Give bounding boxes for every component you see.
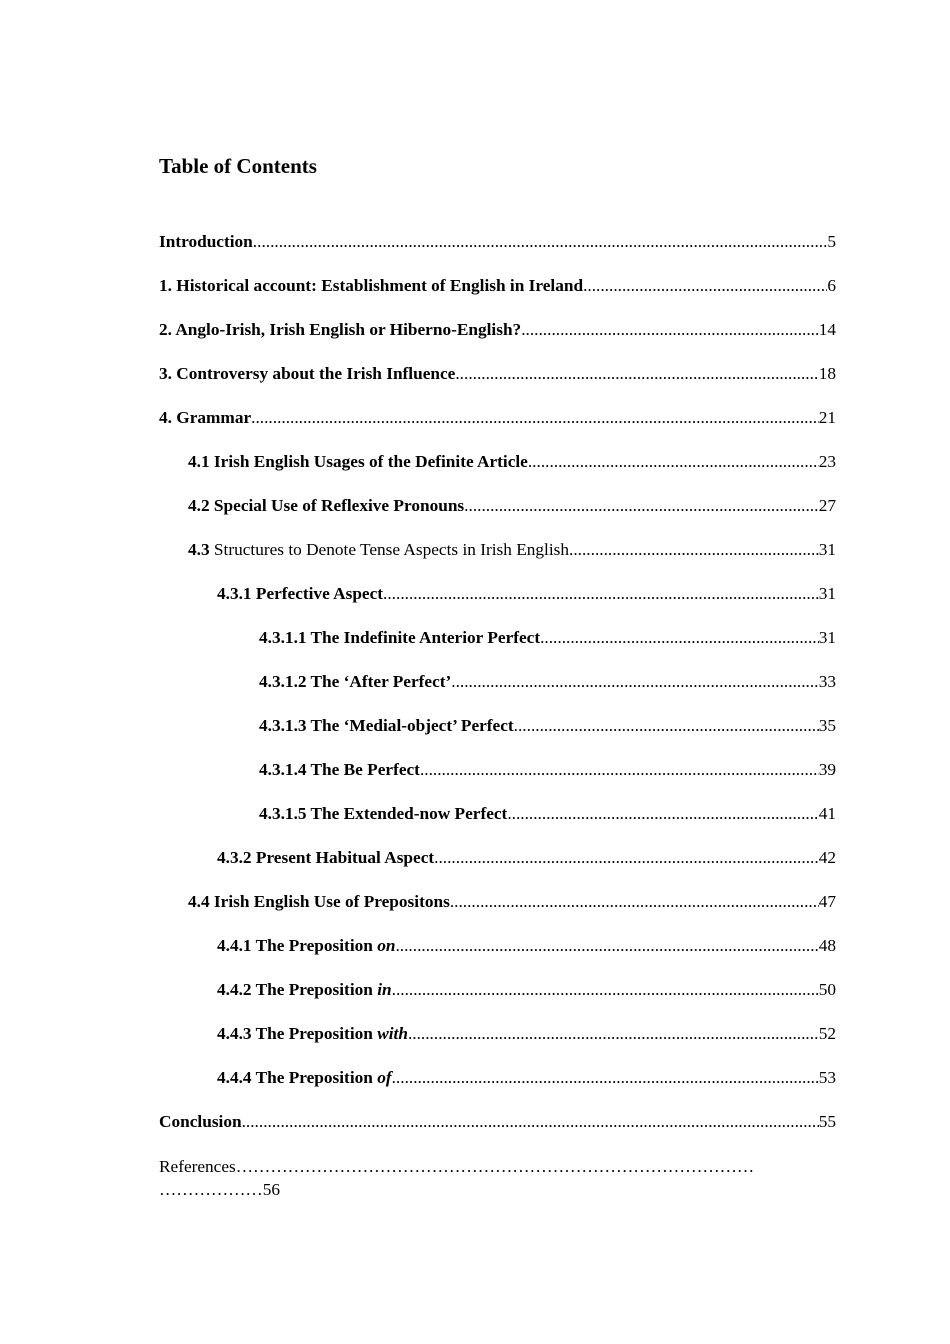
toc-entry-page-number: 41	[818, 804, 836, 823]
toc-entry-label-part: Structures to Denote Tense Aspects in Irish English	[209, 540, 570, 559]
references-line-1: References………………………………………………………………………………	[159, 1157, 755, 1176]
toc-entry-label-part: 1. Historical account: Establishment of English in Ireland	[159, 276, 584, 295]
toc-entry[interactable]	[159, 317, 836, 361]
toc-entry-page-number: 18	[818, 364, 836, 383]
toc-entry[interactable]	[159, 1109, 836, 1153]
toc-entry[interactable]	[159, 405, 836, 449]
dot-leader	[395, 933, 818, 959]
toc-entry-page-number: 31	[818, 540, 836, 559]
dot-leader	[450, 889, 819, 915]
dot-leader	[434, 845, 819, 871]
toc-entry-label-part: 4.3.1.4 The Be Perfect	[259, 760, 420, 779]
page-title: Table of Contents	[159, 154, 317, 178]
toc-entry[interactable]	[159, 1021, 836, 1065]
toc-entry-label	[159, 273, 583, 299]
toc-entry-label-part: 4.3.1.3 The ‘Medial-object’ Perfect	[259, 716, 514, 735]
dot-leader	[507, 801, 818, 827]
toc-entry-label	[217, 581, 383, 607]
toc-entry-label	[259, 713, 514, 739]
toc-entry-label	[188, 537, 569, 563]
toc-entry-label	[259, 669, 451, 695]
dot-leader	[253, 229, 828, 255]
toc-entry-label-part: in	[377, 980, 392, 999]
toc-entry-label-part: of	[377, 1068, 392, 1087]
dot-leader	[392, 977, 819, 1003]
toc-entry-label	[188, 889, 450, 915]
toc-entry-page-number: 6	[827, 276, 836, 295]
toc-entry-page-number: 52	[818, 1024, 836, 1043]
toc-entry[interactable]	[159, 493, 836, 537]
toc-entry-label	[188, 449, 528, 475]
toc-entry-label	[159, 229, 253, 255]
toc-entry[interactable]	[159, 537, 836, 581]
toc-entry[interactable]	[159, 845, 836, 889]
toc-entry-label-part: Conclusion	[159, 1112, 242, 1131]
toc-entry[interactable]	[159, 801, 836, 845]
dot-leader	[251, 405, 819, 431]
dot-leader	[242, 1109, 819, 1135]
toc-entry-label	[259, 801, 507, 827]
toc-entry-label-part: 4.2 Special Use of Reflexive Pronouns	[188, 496, 465, 515]
toc-entry[interactable]	[159, 361, 836, 405]
dot-leader	[392, 1065, 819, 1091]
toc-entry-page-number: 42	[818, 848, 836, 867]
toc-entry-references[interactable]	[159, 1155, 836, 1201]
toc-entry-label	[217, 1065, 392, 1091]
dot-leader	[528, 449, 819, 475]
toc-entry[interactable]	[159, 669, 836, 713]
toc-entry-label	[217, 1021, 408, 1047]
toc-entry-page-number: 14	[818, 320, 836, 339]
toc-entry-page-number: 27	[818, 496, 836, 515]
toc-entry-label-part: 4.4.1 The Preposition	[217, 936, 378, 955]
toc-entry-label	[159, 405, 251, 431]
toc-entry-page-number: 53	[818, 1068, 836, 1087]
toc-entry[interactable]	[159, 933, 836, 977]
dot-leader	[521, 317, 819, 343]
toc-entry[interactable]	[159, 889, 836, 933]
toc-entry-label-part: 4. Grammar	[159, 408, 252, 427]
toc-entry-label	[259, 625, 540, 651]
dot-leader	[420, 757, 819, 783]
toc-entry-page-number: 50	[818, 980, 836, 999]
toc-entry-label	[217, 845, 434, 871]
toc-entry-page-number: 31	[818, 628, 836, 647]
toc-entry[interactable]	[159, 713, 836, 757]
dot-leader	[583, 273, 827, 299]
toc-entry[interactable]	[159, 273, 836, 317]
toc-entry-label	[159, 361, 455, 387]
toc-entry-label	[217, 977, 392, 1003]
toc-entry[interactable]	[159, 449, 836, 493]
toc-entry-label-part: 4.4.4 The Preposition	[217, 1068, 378, 1087]
toc-entry-label	[259, 757, 420, 783]
toc-entry[interactable]	[159, 977, 836, 1021]
dot-leader	[540, 625, 819, 651]
toc-entry-label	[188, 493, 464, 519]
toc-entry-page-number: 5	[827, 232, 836, 251]
toc-entry-label-part: 4.4.3 The Preposition	[217, 1024, 378, 1043]
references-line-2: ………………56	[159, 1180, 280, 1199]
toc-entry-label-part: 4.3.1.1 The Indefinite Anterior Perfect	[259, 628, 541, 647]
toc-entry-page-number: 21	[818, 408, 836, 427]
dot-leader	[514, 713, 819, 739]
toc-entry-page-number: 31	[818, 584, 836, 603]
dot-leader	[451, 669, 818, 695]
toc-entry-label-part: 4.4 Irish English Use of Prepositons	[188, 892, 450, 911]
toc-entry-label	[159, 1109, 242, 1135]
toc-entry-page-number: 39	[818, 760, 836, 779]
toc-entry-label-part: 2. Anglo-Irish, Irish English or Hiberno-English?	[159, 320, 522, 339]
toc-entry-label-part: 4.3.2 Present Habitual Aspect	[217, 848, 435, 867]
toc-entry-page-number: 23	[818, 452, 836, 471]
toc-entry-label-part: 4.3.1 Perfective Aspect	[217, 584, 384, 603]
toc-entry[interactable]	[159, 757, 836, 801]
toc-entry[interactable]	[159, 625, 836, 669]
toc-entry-page-number: 35	[818, 716, 836, 735]
toc-entry[interactable]	[159, 581, 836, 625]
toc-entry-label	[159, 317, 521, 343]
toc-entry-label-part: with	[377, 1024, 408, 1043]
dot-leader	[569, 537, 819, 563]
toc-entry-label-part: 4.3	[188, 540, 210, 559]
dot-leader	[464, 493, 819, 519]
toc-entry[interactable]	[159, 229, 836, 273]
dot-leader	[455, 361, 818, 387]
toc-entry-page-number: 33	[818, 672, 836, 691]
dot-leader	[408, 1021, 819, 1047]
toc-entry[interactable]	[159, 1065, 836, 1109]
toc-entry-label-part: 3. Controversy about the Irish Influence	[159, 364, 456, 383]
toc-entry-label-part: Introduction	[159, 232, 253, 251]
toc-entry-label	[217, 933, 395, 959]
toc-entry-label-part: 4.3.1.5 The Extended-now Perfect	[259, 804, 508, 823]
toc-entry-page-number: 47	[818, 892, 836, 911]
toc-entry-page-number: 48	[818, 936, 836, 955]
toc-entry-label-part: 4.3.1.2 The ‘After Perfect’	[259, 672, 452, 691]
toc-entry-page-number: 55	[818, 1112, 836, 1131]
toc-entry-label-part: 4.1 Irish English Usages of the Definite Article	[188, 452, 528, 471]
toc-entry-label-part: 4.4.2 The Preposition	[217, 980, 378, 999]
toc-entry-label-part: on	[377, 936, 396, 955]
toc-list	[159, 229, 836, 1153]
dot-leader	[383, 581, 819, 607]
